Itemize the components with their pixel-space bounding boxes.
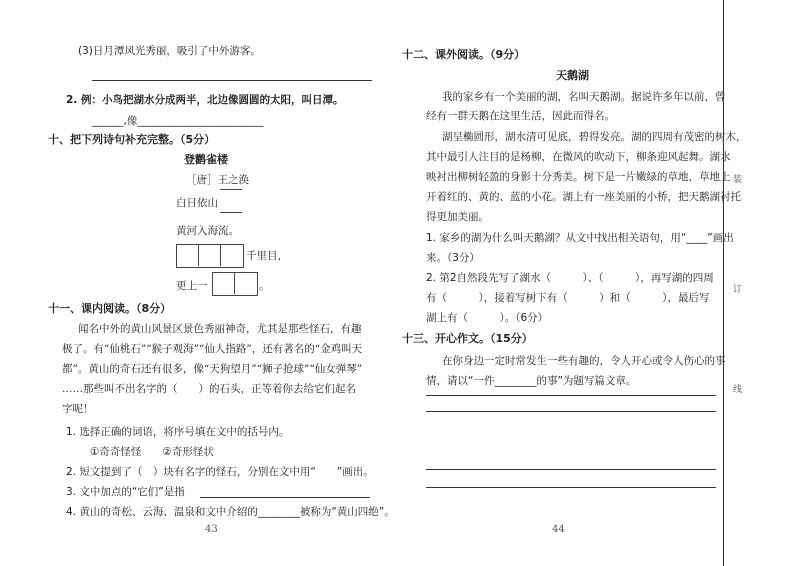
article-line: 映衬出柳树轻盈的身影十分秀美。树下是一片嫩绿的草地，草地上 — [426, 171, 731, 183]
cell-divider — [220, 244, 221, 266]
passage-line: 字呢！ — [62, 403, 94, 415]
poem-line-4-end: 。 — [259, 280, 270, 292]
cell-divider — [198, 244, 199, 266]
section-12-title: 十二、课外阅读。（9分） — [402, 48, 526, 61]
question-2: 2. 第2自然段先写了湖水（ ）、（ ），再写湖的四周 — [426, 272, 714, 284]
q3-sentence: (3)日月潭风光秀丽，吸引了中外游客。 — [78, 45, 261, 57]
poem-line-1: 白日依山 — [176, 197, 218, 209]
page-number: 43 — [205, 524, 218, 535]
essay-prompt: 在你身边一定时常发生一些有趣的，令人开心或令人伤心的事 — [442, 355, 726, 367]
poem-line-2: 黄河入海流。 — [176, 225, 239, 237]
poem-line-4: 更上一 — [176, 280, 208, 292]
question-1: 1. 选择正确的词语，将序号填在文中的括号内。 — [66, 426, 290, 438]
poem-blank-4[interactable] — [212, 272, 258, 296]
writing-line[interactable] — [426, 395, 716, 396]
section-10-title: 十、把下列诗句补充完整。（5分） — [48, 133, 216, 146]
passage-line: ……那些叫不出名字的（ ）的石头，正等着你去给它们起名 — [62, 383, 356, 395]
binding-label: 订 — [733, 285, 743, 295]
poem-line-3: 千里目， — [246, 250, 288, 262]
q2-example: 2. 例：小鸟把湖水分成两半，北边像圆圆的太阳，叫日潭。 — [66, 94, 344, 106]
answer-line[interactable] — [200, 497, 370, 498]
question-1-cont: 来。（3分） — [426, 252, 480, 264]
binding-label: 线 — [733, 385, 743, 395]
article-line: 得更加美丽。 — [426, 211, 489, 223]
question-2-cont2: 湖上有（ ）。（6分） — [426, 312, 549, 324]
writing-line[interactable] — [426, 487, 716, 488]
question-2: 2. 短文提到了（ ）块有名字的怪石，分别在文中用“ ”画出。 — [66, 466, 374, 478]
binding-line — [723, 0, 724, 566]
article-line: 我的家乡有一个美丽的湖，名叫天鹅湖。据说许多年以前，曾 — [442, 91, 726, 103]
writing-line[interactable] — [426, 411, 716, 412]
poem-blank-3[interactable] — [176, 244, 244, 268]
question-4: 4. 黄山的奇松、云海、温泉和文中介绍的________被称为“黄山四绝”。 — [66, 506, 395, 518]
page-number: 44 — [552, 524, 565, 535]
cell-divider — [234, 272, 235, 294]
writing-line[interactable] — [426, 469, 716, 470]
poem-author: ［唐］王之涣 — [186, 174, 249, 186]
q2-blank-line[interactable]: ______,像________________________ — [92, 115, 264, 127]
question-1-options: ①奇奇怪怪 ②奇形怪状 — [90, 446, 214, 458]
article-line: 湖呈椭圆形，湖水清可见底，碧得发亮。湖的四周有茂密的树木， — [442, 131, 747, 143]
article-line: 经有一群天鹅在这里生活，因此而得名。 — [426, 110, 615, 122]
poem-blank-1[interactable] — [220, 189, 242, 213]
poem-title: 登鹳雀楼 — [184, 153, 228, 166]
passage-line: 闻名中外的黄山风景区景色秀丽神奇，尤其是那些怪石，有趣 — [78, 323, 362, 335]
essay-prompt-2: 情，请以“一件________的事”为题写篇文章。 — [426, 375, 637, 387]
question-1: 1. 家乡的湖为什么叫天鹅湖？从文中找出相关语句，用“____”画出 — [426, 232, 734, 244]
section-13-title: 十三、开心作文。（15分） — [402, 332, 533, 345]
section-11-title: 十一、课内阅读。（8分） — [48, 302, 172, 315]
article-line: 开着红的、黄的、蓝的小花。湖上有一座美丽的小桥，把天鹅湖衬托 — [426, 191, 741, 203]
question-3: 3. 文中加点的“它们”是指 — [66, 486, 185, 498]
answer-line[interactable] — [92, 80, 372, 81]
passage-line: 都”。黄山的奇石还有很多，像“天狗望月”“狮子抢球”“仙女弹琴” — [62, 363, 363, 375]
article-line: 其中最引人注目的是杨柳，在微风的吹动下，柳条迎风起舞。湖水 — [426, 151, 731, 163]
binding-label: 装 — [733, 175, 743, 185]
question-2-cont: 有（ ），接着写树下有（ ）和（ ），最后写 — [426, 292, 710, 304]
article-title: 天鹅湖 — [556, 69, 589, 82]
passage-line: 极了。有“仙桃石”“猴子观海”“仙人指路”，还有著名的“金鸡叫天 — [62, 343, 363, 355]
